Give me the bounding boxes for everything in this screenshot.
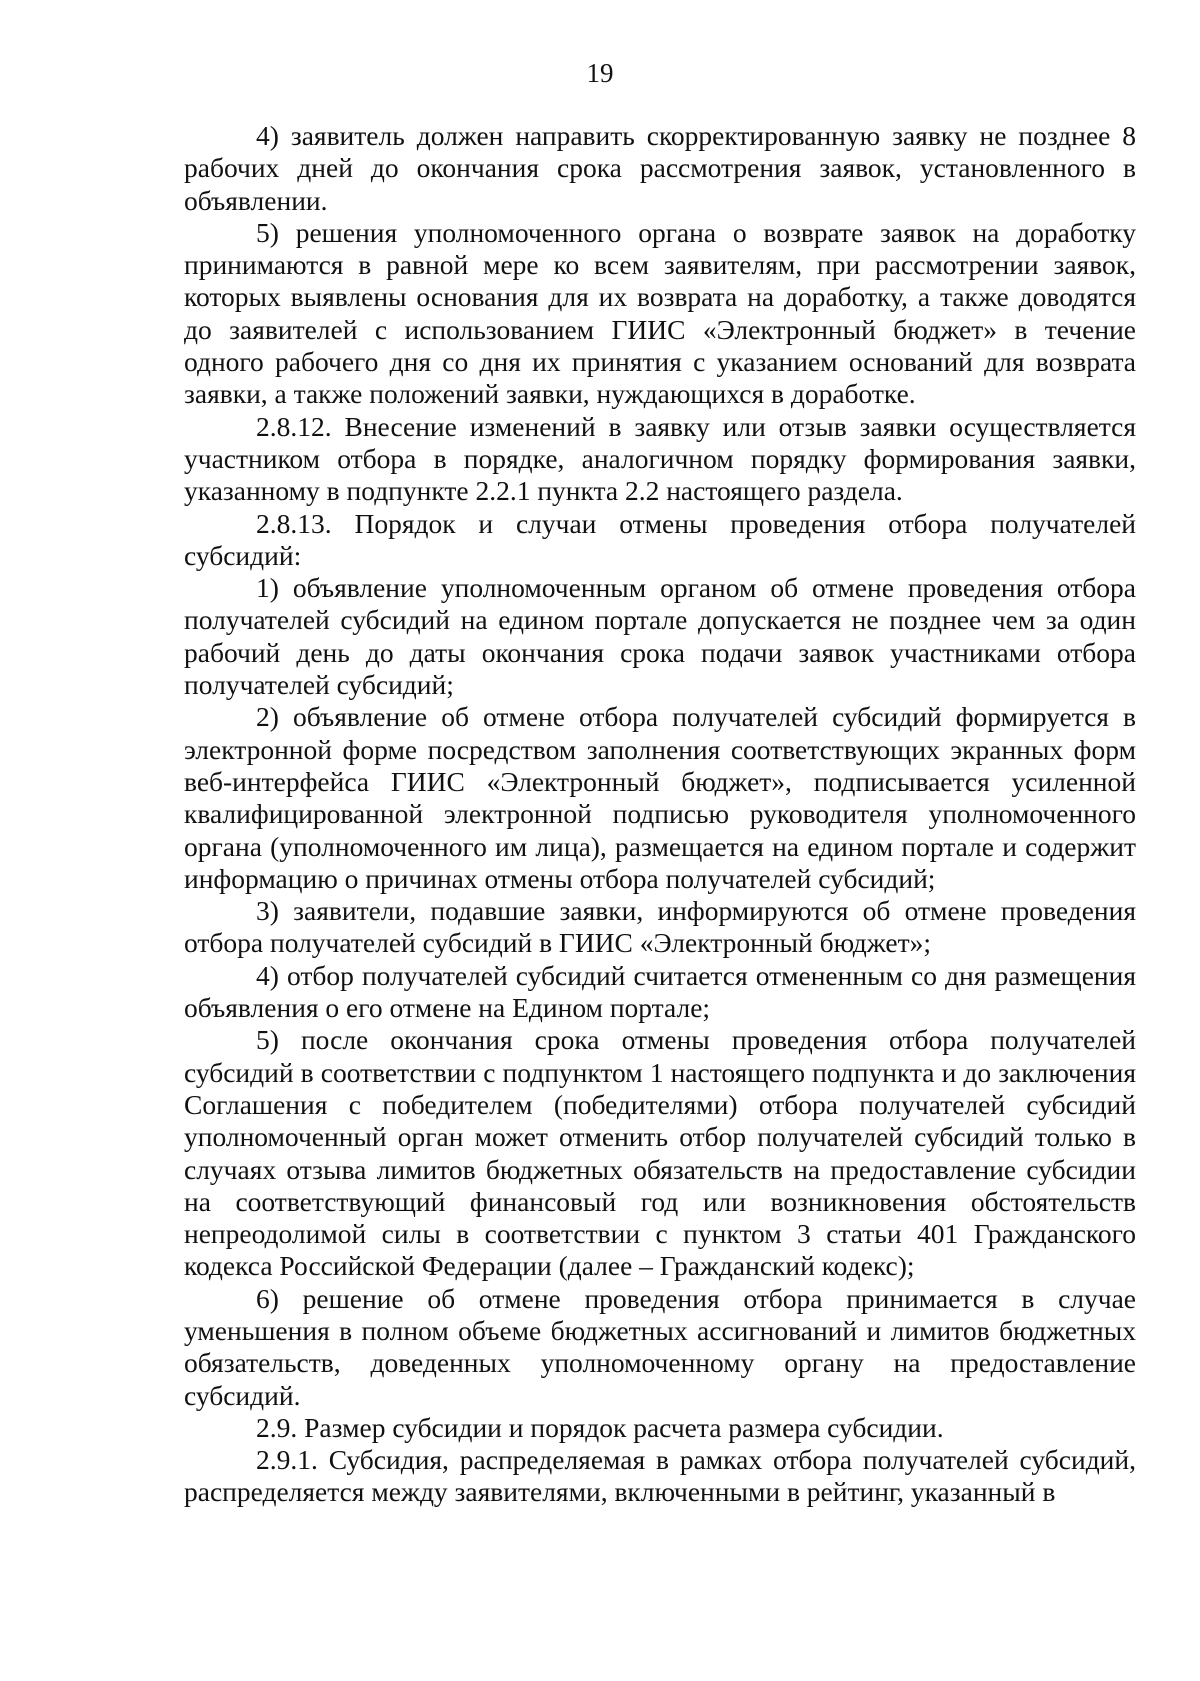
paragraph-cancel-item-5: 5) после окончания срока отмены проведения отбора получателей субсидий в соответствии с подпунктом 1 настоящего подпункта и до заключения Соглашения с победителем (победителями) отбора получателей субсидий уполномоченный орган может отменить отбор получателей субсидий только в случаях отзыва лимитов бюджетных обязательств на предоставление субсидии на соответствующий финансовый год или возникновения обстоятельств непреодолимой силы в соответствии с пунктом 3 статьи 401 Гражданского кодекса Российской Федерации (далее – Гражданский кодекс); [184,1024,1136,1282]
paragraph-cancel-item-4: 4) отбор получателей субсидий считается отмененным со дня размещения объявления о его отмене на Едином портале; [184,959,1136,1024]
paragraph-item-5: 5) решения уполномоченного органа о возврате заявок на доработку принимаются в равной мере ко всем заявителям, при рассмотрении заявок, которых выявлены основания для их возврата на доработку, а также доводятся до заявителей с использованием ГИИС «Электронный бюджет» в течение одного рабочего дня со дня их принятия с указанием оснований для возврата заявки, а также положений заявки, нуждающихся в доработке. [184,216,1136,410]
paragraph-2-9: 2.9. Размер субсидии и порядок расчета размера субсидии. [256,1411,944,1443]
paragraph-cancel-item-3: 3) заявители, подавшие заявки, информируются об отмене проведения отбора получателей субсидий в ГИИС «Электронный бюджет»; [184,895,1136,959]
paragraph-2-9-1: 2.9.1. Субсидия, распределяемая в рамках отбора получателей субсидий, распределяется между заявителями, включенными в рейтинг, указанный в [184,1444,1136,1508]
paragraph-2-8-13: 2.8.13. Порядок и случаи отмены проведения отбора получателей субсидий: [184,507,1136,571]
paragraph-item-4: 4) заявитель должен направить скорректированную заявку не позднее 8 рабочих дней до окончания срока рассмотрения заявок, установленного в объявлении. [184,120,1136,216]
paragraph-cancel-item-1: 1) объявление уполномоченным органом об отмене проведения отбора получателей субсидий на едином портале допускается не позднее чем за один рабочий день до даты окончания срока подачи заявок участниками отбора получателей субсидий; [184,572,1136,701]
paragraph-2-8-12: 2.8.12. Внесение изменений в заявку или отзыв заявки осуществляется участником отбора в порядке, аналогичном порядку формирования заявки, указанному в подпункте 2.2.1 пункта 2.2 настоящего раздела. [184,410,1136,507]
paragraph-cancel-item-6: 6) решение об отмене проведения отбора принимается в случае уменьшения в полном объеме бюджетных ассигнований и лимитов бюджетных обязательств, доведенных уполномоченному органу на предоставление субсидий. [184,1282,1136,1411]
document-body [184,120,1136,1509]
page-number: 19 [586,58,614,88]
paragraph-cancel-item-2: 2) объявление об отмене отбора получателей субсидий формируется в электронной форме посредством заполнения соответствующих экранных форм веб-интерфейса ГИИС «Электронный бюджет», подписывается усиленной квалифицированной электронной подписью руководителя уполномоченного органа (уполномоченного им лица), размещается на едином портале и содержит информацию о причинах отмены отбора получателей субсидий; [184,701,1136,894]
